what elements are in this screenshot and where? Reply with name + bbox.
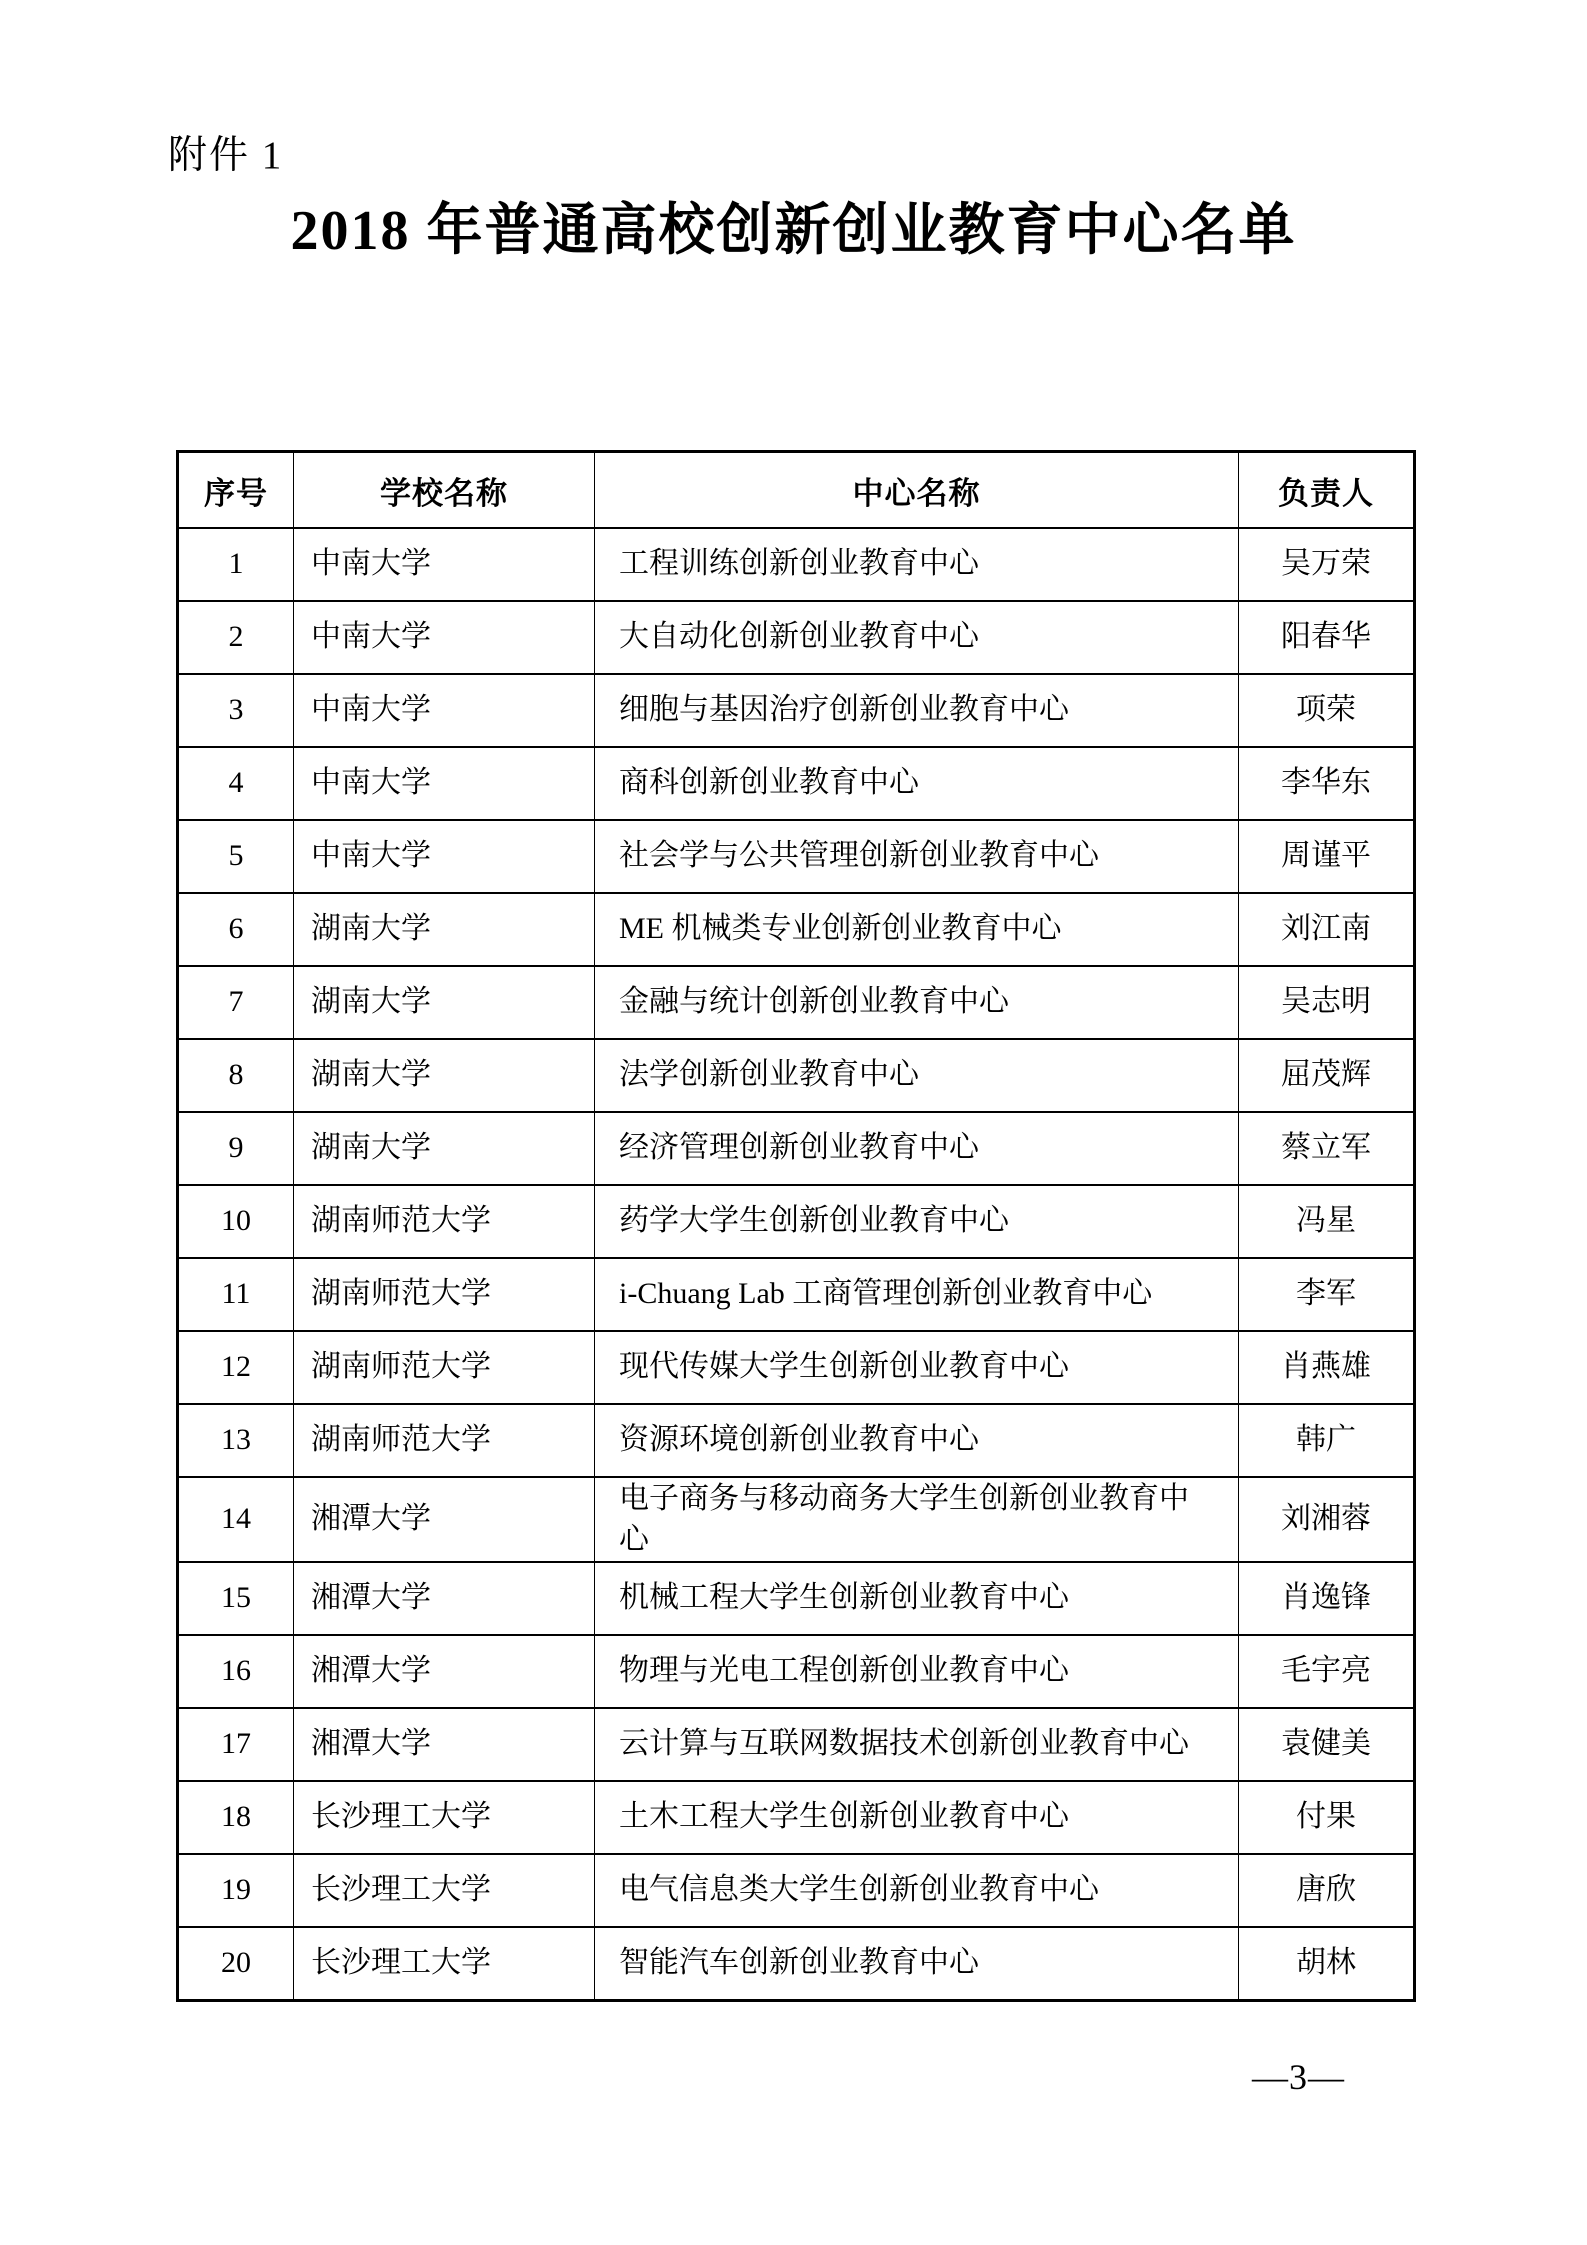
cell-leader: 周谨平 <box>1239 820 1415 893</box>
table-header-row <box>178 452 1415 529</box>
cell-leader: 刘湘蓉 <box>1239 1477 1415 1562</box>
header-center: 中心名称 <box>595 452 1239 529</box>
cell-school: 中南大学 <box>294 747 595 820</box>
table-row <box>178 528 1415 601</box>
cell-school: 中南大学 <box>294 601 595 674</box>
table-row <box>178 1854 1415 1927</box>
cell-leader: 冯星 <box>1239 1185 1415 1258</box>
cell-school: 湘潭大学 <box>294 1477 595 1562</box>
cell-no: 15 <box>178 1562 294 1635</box>
cell-school: 长沙理工大学 <box>294 1781 595 1854</box>
cell-no: 19 <box>178 1854 294 1927</box>
cell-school: 湖南大学 <box>294 1039 595 1112</box>
table-row <box>178 1708 1415 1781</box>
cell-no: 3 <box>178 674 294 747</box>
cell-no: 16 <box>178 1635 294 1708</box>
cell-center: 电气信息类大学生创新创业教育中心 <box>595 1854 1239 1927</box>
cell-leader: 刘江南 <box>1239 893 1415 966</box>
table-row <box>178 1404 1415 1477</box>
cell-center: 云计算与互联网数据技术创新创业教育中心 <box>595 1708 1239 1781</box>
cell-school: 湖南大学 <box>294 1112 595 1185</box>
cell-center: 药学大学生创新创业教育中心 <box>595 1185 1239 1258</box>
cell-no: 4 <box>178 747 294 820</box>
table-row <box>178 1039 1415 1112</box>
cell-leader: 蔡立军 <box>1239 1112 1415 1185</box>
cell-center: 智能汽车创新创业教育中心 <box>595 1927 1239 2001</box>
cell-center: 金融与统计创新创业教育中心 <box>595 966 1239 1039</box>
cell-center: 土木工程大学生创新创业教育中心 <box>595 1781 1239 1854</box>
cell-center: 经济管理创新创业教育中心 <box>595 1112 1239 1185</box>
table-row <box>178 1112 1415 1185</box>
table-row <box>178 1477 1415 1562</box>
cell-school: 长沙理工大学 <box>294 1854 595 1927</box>
cell-no: 11 <box>178 1258 294 1331</box>
cell-leader: 吴万荣 <box>1239 528 1415 601</box>
cell-leader: 阳春华 <box>1239 601 1415 674</box>
table-header <box>178 452 1415 529</box>
cell-no: 14 <box>178 1477 294 1562</box>
cell-no: 20 <box>178 1927 294 2001</box>
cell-center: 物理与光电工程创新创业教育中心 <box>595 1635 1239 1708</box>
cell-no: 9 <box>178 1112 294 1185</box>
cell-no: 12 <box>178 1331 294 1404</box>
document-title: 2018 年普通高校创新创业教育中心名单 <box>290 200 1297 262</box>
cell-leader: 付果 <box>1239 1781 1415 1854</box>
cell-center: 社会学与公共管理创新创业教育中心 <box>595 820 1239 893</box>
cell-no: 17 <box>178 1708 294 1781</box>
cell-school: 湖南师范大学 <box>294 1404 595 1477</box>
cell-school: 中南大学 <box>294 820 595 893</box>
cell-school: 长沙理工大学 <box>294 1927 595 2001</box>
table-row <box>178 1927 1415 2001</box>
table-row <box>178 820 1415 893</box>
table-row <box>178 601 1415 674</box>
cell-no: 13 <box>178 1404 294 1477</box>
cell-school: 湖南师范大学 <box>294 1258 595 1331</box>
table-row <box>178 893 1415 966</box>
table-row <box>178 1635 1415 1708</box>
cell-leader: 李华东 <box>1239 747 1415 820</box>
table-row <box>178 1331 1415 1404</box>
cell-center: i-Chuang Lab 工商管理创新创业教育中心 <box>595 1258 1239 1331</box>
cell-leader: 李军 <box>1239 1258 1415 1331</box>
cell-no: 6 <box>178 893 294 966</box>
cell-center: 大自动化创新创业教育中心 <box>595 601 1239 674</box>
cell-no: 8 <box>178 1039 294 1112</box>
cell-school: 中南大学 <box>294 528 595 601</box>
cell-school: 湖南师范大学 <box>294 1331 595 1404</box>
cell-center: 机械工程大学生创新创业教育中心 <box>595 1562 1239 1635</box>
cell-school: 湘潭大学 <box>294 1708 595 1781</box>
cell-leader: 袁健美 <box>1239 1708 1415 1781</box>
cell-leader: 吴志明 <box>1239 966 1415 1039</box>
cell-leader: 唐欣 <box>1239 1854 1415 1927</box>
cell-no: 18 <box>178 1781 294 1854</box>
table-row <box>178 1781 1415 1854</box>
cell-leader: 项荣 <box>1239 674 1415 747</box>
cell-center: 细胞与基因治疗创新创业教育中心 <box>595 674 1239 747</box>
cell-school: 湖南大学 <box>294 966 595 1039</box>
table-row <box>178 674 1415 747</box>
page-number: —3— <box>1252 2057 1345 2097</box>
cell-leader: 毛宇亮 <box>1239 1635 1415 1708</box>
cell-no: 5 <box>178 820 294 893</box>
attachment-label: 附件 1 <box>168 134 284 177</box>
cell-center: 现代传媒大学生创新创业教育中心 <box>595 1331 1239 1404</box>
header-no: 序号 <box>178 452 294 529</box>
cell-no: 10 <box>178 1185 294 1258</box>
cell-school: 湘潭大学 <box>294 1562 595 1635</box>
table-row <box>178 966 1415 1039</box>
header-school: 学校名称 <box>294 452 595 529</box>
table-row <box>178 747 1415 820</box>
cell-school: 湘潭大学 <box>294 1635 595 1708</box>
cell-no: 7 <box>178 966 294 1039</box>
cell-school: 中南大学 <box>294 674 595 747</box>
cell-center: 工程训练创新创业教育中心 <box>595 528 1239 601</box>
cell-leader: 肖逸锋 <box>1239 1562 1415 1635</box>
table-row <box>178 1562 1415 1635</box>
table-row <box>178 1185 1415 1258</box>
cell-center: ME 机械类专业创新创业教育中心 <box>595 893 1239 966</box>
cell-leader: 肖燕雄 <box>1239 1331 1415 1404</box>
header-leader: 负责人 <box>1239 452 1415 529</box>
cell-center: 商科创新创业教育中心 <box>595 747 1239 820</box>
cell-school: 湖南大学 <box>294 893 595 966</box>
table-row <box>178 1258 1415 1331</box>
cell-leader: 屈茂辉 <box>1239 1039 1415 1112</box>
cell-leader: 韩广 <box>1239 1404 1415 1477</box>
cell-center: 资源环境创新创业教育中心 <box>595 1404 1239 1477</box>
centers-table <box>176 450 1416 2002</box>
cell-center: 电子商务与移动商务大学生创新创业教育中心 <box>595 1477 1239 1562</box>
cell-school: 湖南师范大学 <box>294 1185 595 1258</box>
cell-leader: 胡林 <box>1239 1927 1415 2001</box>
cell-no: 2 <box>178 601 294 674</box>
table-body <box>178 528 1415 2001</box>
cell-no: 1 <box>178 528 294 601</box>
cell-center: 法学创新创业教育中心 <box>595 1039 1239 1112</box>
